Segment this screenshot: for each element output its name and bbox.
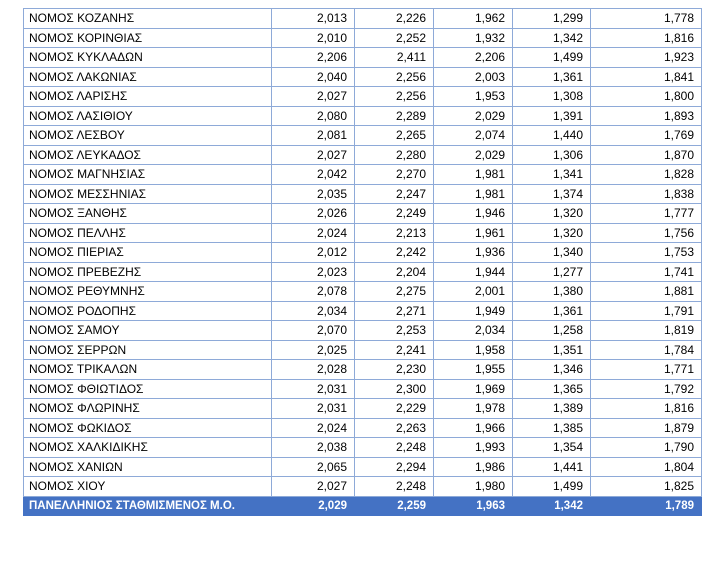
prefecture-name: ΝΟΜΟΣ ΚΥΚΛΑΔΩΝ [24,48,272,68]
value-cell: 1,441 [513,457,591,477]
table-row [24,379,702,399]
value-cell: 2,038 [272,438,355,458]
value-cell: 1,838 [591,184,702,204]
value-cell: 1,277 [513,262,591,282]
value-cell: 2,042 [272,165,355,185]
value-cell: 1,299 [513,9,591,29]
value-cell: 2,259 [355,496,434,516]
value-cell: 2,270 [355,165,434,185]
value-cell: 1,816 [591,28,702,48]
prefecture-name: ΝΟΜΟΣ ΚΟΖΑΝΗΣ [24,9,272,29]
value-cell: 1,789 [591,496,702,516]
table-row [24,223,702,243]
prefecture-name: ΝΟΜΟΣ ΧΑΝΙΩΝ [24,457,272,477]
value-cell: 1,365 [513,379,591,399]
value-cell: 2,031 [272,399,355,419]
value-cell: 1,391 [513,106,591,126]
prefecture-name: ΝΟΜΟΣ ΣΕΡΡΩΝ [24,340,272,360]
value-cell: 2,411 [355,48,434,68]
value-cell: 2,080 [272,106,355,126]
table-row [24,457,702,477]
value-cell: 2,242 [355,243,434,263]
value-cell: 1,499 [513,48,591,68]
value-cell: 2,010 [272,28,355,48]
value-cell: 1,819 [591,321,702,341]
value-cell: 1,955 [434,360,513,380]
value-cell: 2,289 [355,106,434,126]
value-cell: 1,784 [591,340,702,360]
value-cell: 2,013 [272,9,355,29]
table-row [24,204,702,224]
value-cell: 1,380 [513,282,591,302]
table-body [24,9,702,516]
table-row [24,282,702,302]
table-row [24,87,702,107]
value-cell: 1,320 [513,204,591,224]
value-cell: 2,028 [272,360,355,380]
value-cell: 2,206 [272,48,355,68]
value-cell: 1,825 [591,477,702,497]
value-cell: 1,986 [434,457,513,477]
value-cell: 2,206 [434,48,513,68]
value-cell: 2,026 [272,204,355,224]
table-row [24,184,702,204]
value-cell: 2,249 [355,204,434,224]
value-cell: 2,081 [272,126,355,146]
value-cell: 2,294 [355,457,434,477]
table-row [24,301,702,321]
prefecture-name: ΝΟΜΟΣ ΛΑΡΙΣΗΣ [24,87,272,107]
value-cell: 1,981 [434,165,513,185]
prefecture-name: ΝΟΜΟΣ ΞΑΝΘΗΣ [24,204,272,224]
value-cell: 2,029 [434,145,513,165]
value-cell: 2,040 [272,67,355,87]
value-cell: 1,771 [591,360,702,380]
table-row [24,340,702,360]
value-cell: 2,024 [272,223,355,243]
value-cell: 1,340 [513,243,591,263]
table-row [24,106,702,126]
value-cell: 2,230 [355,360,434,380]
value-cell: 1,944 [434,262,513,282]
value-cell: 1,881 [591,282,702,302]
value-cell: 1,946 [434,204,513,224]
prefecture-name: ΝΟΜΟΣ ΛΑΣΙΘΙΟΥ [24,106,272,126]
value-cell: 2,204 [355,262,434,282]
prefecture-name: ΝΟΜΟΣ ΛΕΥΚΑΔΟΣ [24,145,272,165]
table-row [24,145,702,165]
value-cell: 2,275 [355,282,434,302]
value-cell: 2,027 [272,87,355,107]
value-cell: 1,958 [434,340,513,360]
table-row [24,399,702,419]
value-cell: 1,962 [434,9,513,29]
value-cell: 1,308 [513,87,591,107]
prefecture-name: ΝΟΜΟΣ ΡΕΘΥΜΝΗΣ [24,282,272,302]
value-cell: 2,027 [272,477,355,497]
value-cell: 2,248 [355,477,434,497]
value-cell: 1,870 [591,145,702,165]
value-cell: 1,936 [434,243,513,263]
value-cell: 1,804 [591,457,702,477]
value-cell: 2,263 [355,418,434,438]
value-cell: 1,978 [434,399,513,419]
value-cell: 1,963 [434,496,513,516]
value-cell: 1,778 [591,9,702,29]
table-row [24,28,702,48]
total-label: ΠΑΝΕΛΛΗΝΙΟΣ ΣΤΑΘΜΙΣΜΕΝΟΣ Μ.Ο. [24,496,272,516]
value-cell: 2,035 [272,184,355,204]
value-cell: 2,023 [272,262,355,282]
value-cell: 1,961 [434,223,513,243]
prefecture-name: ΝΟΜΟΣ ΛΕΣΒΟΥ [24,126,272,146]
value-cell: 2,226 [355,9,434,29]
value-cell: 1,351 [513,340,591,360]
table-row [24,48,702,68]
prefecture-name: ΝΟΜΟΣ ΠΕΛΛΗΣ [24,223,272,243]
value-cell: 1,753 [591,243,702,263]
value-cell: 2,271 [355,301,434,321]
table-row [24,360,702,380]
value-cell: 2,029 [272,496,355,516]
value-cell: 2,213 [355,223,434,243]
value-cell: 1,923 [591,48,702,68]
value-cell: 1,953 [434,87,513,107]
value-cell: 2,012 [272,243,355,263]
prefecture-name: ΝΟΜΟΣ ΜΑΓΝΗΣΙΑΣ [24,165,272,185]
prefecture-table [23,8,702,516]
value-cell: 2,070 [272,321,355,341]
table-row [24,477,702,497]
value-cell: 1,389 [513,399,591,419]
value-cell: 2,252 [355,28,434,48]
total-row [24,496,702,516]
value-cell: 1,790 [591,438,702,458]
value-cell: 1,949 [434,301,513,321]
value-cell: 2,253 [355,321,434,341]
table-row [24,262,702,282]
value-cell: 2,024 [272,418,355,438]
prefecture-name: ΝΟΜΟΣ ΣΑΜΟΥ [24,321,272,341]
value-cell: 2,265 [355,126,434,146]
value-cell: 2,280 [355,145,434,165]
value-cell: 1,980 [434,477,513,497]
value-cell: 2,078 [272,282,355,302]
value-cell: 1,800 [591,87,702,107]
value-cell: 1,841 [591,67,702,87]
value-cell: 1,932 [434,28,513,48]
table-row [24,67,702,87]
value-cell: 1,981 [434,184,513,204]
value-cell: 1,341 [513,165,591,185]
table-row [24,243,702,263]
value-cell: 1,320 [513,223,591,243]
value-cell: 1,792 [591,379,702,399]
value-cell: 1,769 [591,126,702,146]
value-cell: 1,741 [591,262,702,282]
table-row [24,126,702,146]
prefecture-name: ΝΟΜΟΣ ΤΡΙΚΑΛΩΝ [24,360,272,380]
value-cell: 1,361 [513,301,591,321]
value-cell: 1,816 [591,399,702,419]
value-cell: 1,346 [513,360,591,380]
value-cell: 2,229 [355,399,434,419]
value-cell: 2,074 [434,126,513,146]
value-cell: 2,247 [355,184,434,204]
value-cell: 2,256 [355,87,434,107]
value-cell: 2,034 [434,321,513,341]
value-cell: 1,499 [513,477,591,497]
value-cell: 2,001 [434,282,513,302]
value-cell: 2,300 [355,379,434,399]
value-cell: 1,828 [591,165,702,185]
value-cell: 1,879 [591,418,702,438]
value-cell: 1,993 [434,438,513,458]
value-cell: 2,027 [272,145,355,165]
table-row [24,321,702,341]
prefecture-name: ΝΟΜΟΣ ΦΘΙΩΤΙΔΟΣ [24,379,272,399]
value-cell: 1,777 [591,204,702,224]
prefecture-name: ΝΟΜΟΣ ΛΑΚΩΝΙΑΣ [24,67,272,87]
value-cell: 1,385 [513,418,591,438]
table-row [24,438,702,458]
value-cell: 2,003 [434,67,513,87]
value-cell: 2,034 [272,301,355,321]
value-cell: 1,354 [513,438,591,458]
value-cell: 2,256 [355,67,434,87]
table-row [24,418,702,438]
prefecture-name: ΝΟΜΟΣ ΜΕΣΣΗΝΙΑΣ [24,184,272,204]
value-cell: 2,241 [355,340,434,360]
value-cell: 2,248 [355,438,434,458]
value-cell: 2,029 [434,106,513,126]
value-cell: 1,361 [513,67,591,87]
prefecture-name: ΝΟΜΟΣ ΦΩΚΙΔΟΣ [24,418,272,438]
value-cell: 1,374 [513,184,591,204]
prefecture-name: ΝΟΜΟΣ ΦΛΩΡΙΝΗΣ [24,399,272,419]
table-row [24,9,702,29]
prefecture-name: ΝΟΜΟΣ ΧΙΟΥ [24,477,272,497]
value-cell: 1,342 [513,28,591,48]
prefecture-name: ΝΟΜΟΣ ΠΡΕΒΕΖΗΣ [24,262,272,282]
prefecture-name: ΝΟΜΟΣ ΧΑΛΚΙΔΙΚΗΣ [24,438,272,458]
value-cell: 1,756 [591,223,702,243]
value-cell: 2,025 [272,340,355,360]
value-cell: 1,791 [591,301,702,321]
value-cell: 1,969 [434,379,513,399]
value-cell: 1,342 [513,496,591,516]
prefecture-name: ΝΟΜΟΣ ΚΟΡΙΝΘΙΑΣ [24,28,272,48]
value-cell: 1,258 [513,321,591,341]
value-cell: 1,893 [591,106,702,126]
value-cell: 1,966 [434,418,513,438]
table-row [24,165,702,185]
prefecture-name: ΝΟΜΟΣ ΡΟΔΟΠΗΣ [24,301,272,321]
value-cell: 2,065 [272,457,355,477]
value-cell: 1,306 [513,145,591,165]
prefecture-name: ΝΟΜΟΣ ΠΙΕΡΙΑΣ [24,243,272,263]
value-cell: 2,031 [272,379,355,399]
value-cell: 1,440 [513,126,591,146]
